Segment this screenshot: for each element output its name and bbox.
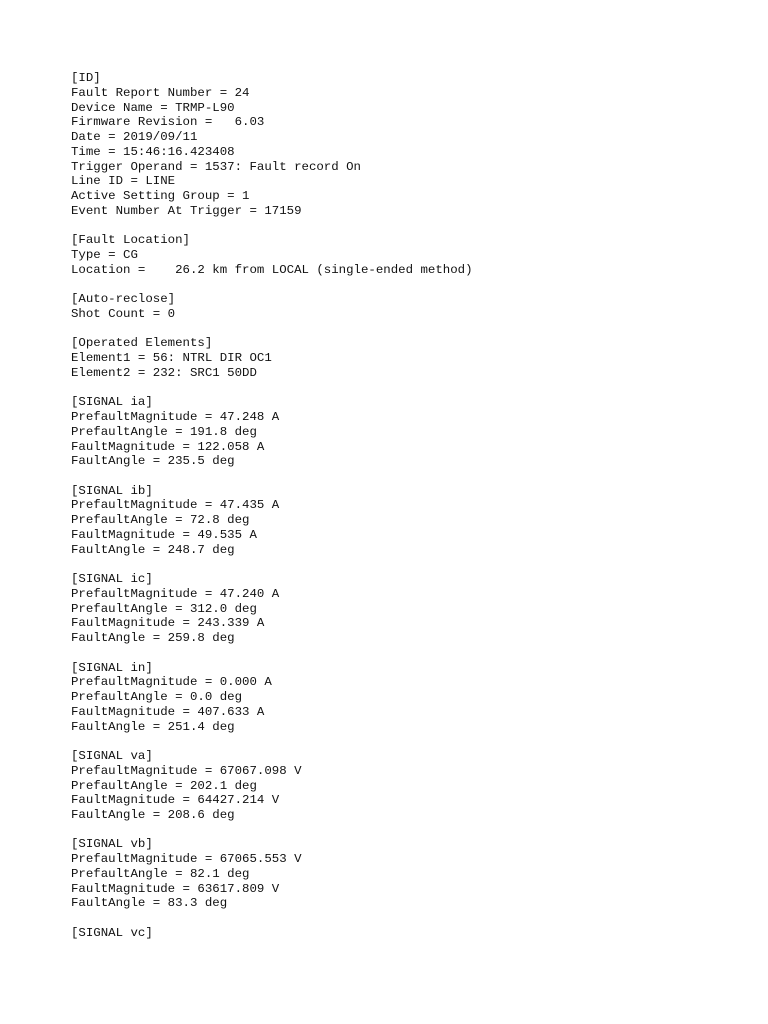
section-fault-location — [71, 233, 751, 277]
section-header: [SIGNAL ia] — [71, 395, 153, 410]
report-field-line: PrefaultMagnitude = 47.240 A — [71, 586, 280, 601]
report-field-line: PrefaultAngle = 72.8 deg — [71, 513, 250, 528]
report-field-line: Active Setting Group = 1 — [71, 189, 250, 203]
section-signal-vc — [71, 926, 751, 941]
report-field-line: Element1 = 56: NTRL DIR OC1 — [71, 351, 272, 366]
report-field-line: Element2 = 232: SRC1 50DD — [71, 365, 257, 380]
report-field-line: PrefaultAngle = 191.8 deg — [71, 424, 257, 439]
report-field-line: FaultMagnitude = 63617.809 V — [71, 881, 280, 896]
report-field-line: Shot Count = 0 — [71, 306, 176, 321]
report-field-line: Type = CG — [71, 247, 138, 262]
report-field-line: FaultMagnitude = 49.535 A — [71, 527, 257, 542]
report-field-line: FaultMagnitude = 243.339 A — [71, 616, 265, 631]
report-field-line: FaultAngle = 83.3 deg — [71, 896, 228, 911]
section-header: [SIGNAL va] — [71, 749, 153, 763]
report-field-line: Location = 26.2 km from LOCAL (single-ended method) — [71, 262, 473, 277]
report-field-line: PrefaultAngle = 202.1 deg — [71, 778, 257, 793]
section-operated-elements — [71, 336, 751, 380]
report-field-line: Date = 2019/09/11 — [71, 130, 198, 144]
report-field-line: Time = 15:46:16.423408 — [71, 144, 235, 159]
report-field-line: FaultAngle = 251.4 deg — [71, 719, 235, 734]
section-header: [SIGNAL ib] — [71, 483, 153, 498]
report-field-line: FaultAngle = 235.5 deg — [71, 454, 235, 469]
report-field-line: Fault Report Number = 24 — [71, 85, 250, 100]
report-field-line: PrefaultAngle = 0.0 deg — [71, 690, 243, 705]
report-field-line: PrefaultMagnitude = 47.435 A — [71, 498, 280, 513]
report-field-line: Line ID = LINE — [71, 174, 176, 189]
section-signal-ia — [71, 395, 751, 469]
section-header: [Auto-reclose] — [71, 292, 176, 307]
report-field-line: Device Name = TRMP-L90 — [71, 100, 235, 115]
report-field-line: FaultMagnitude = 122.058 A — [71, 439, 265, 454]
report-field-line: Trigger Operand = 1537: Fault record On — [71, 159, 361, 174]
section-header: [ID] — [71, 71, 101, 85]
section-header: [SIGNAL vc] — [71, 925, 153, 940]
section-signal-in — [71, 661, 751, 735]
report-field-line: PrefaultMagnitude = 47.248 A — [71, 410, 280, 424]
section-header: [Fault Location] — [71, 233, 190, 248]
report-field-line: PrefaultAngle = 312.0 deg — [71, 601, 257, 616]
section-auto-reclose — [71, 292, 751, 322]
fault-report-document — [71, 71, 751, 955]
section-signal-vb — [71, 837, 751, 911]
report-field-line: Event Number At Trigger = 17159 — [71, 203, 302, 218]
report-field-line: FaultMagnitude = 64427.214 V — [71, 793, 280, 808]
section-header: [SIGNAL in] — [71, 660, 153, 675]
section-header: [Operated Elements] — [71, 336, 213, 351]
report-field-line: PrefaultMagnitude = 0.000 A — [71, 675, 272, 690]
section-signal-va — [71, 749, 751, 823]
report-field-line: PrefaultMagnitude = 67065.553 V — [71, 852, 302, 867]
report-field-line: FaultMagnitude = 407.633 A — [71, 704, 265, 719]
report-field-line: PrefaultMagnitude = 67067.098 V — [71, 763, 302, 778]
report-field-line: Firmware Revision = 6.03 — [71, 115, 265, 130]
section-id — [71, 71, 751, 219]
section-header: [SIGNAL vb] — [71, 837, 153, 852]
section-signal-ib — [71, 484, 751, 558]
report-field-line: FaultAngle = 208.6 deg — [71, 808, 235, 822]
section-signal-ic — [71, 572, 751, 646]
report-field-line: FaultAngle = 248.7 deg — [71, 542, 235, 557]
report-field-line: PrefaultAngle = 82.1 deg — [71, 866, 250, 881]
report-field-line: FaultAngle = 259.8 deg — [71, 631, 235, 646]
section-header: [SIGNAL ic] — [71, 572, 153, 587]
